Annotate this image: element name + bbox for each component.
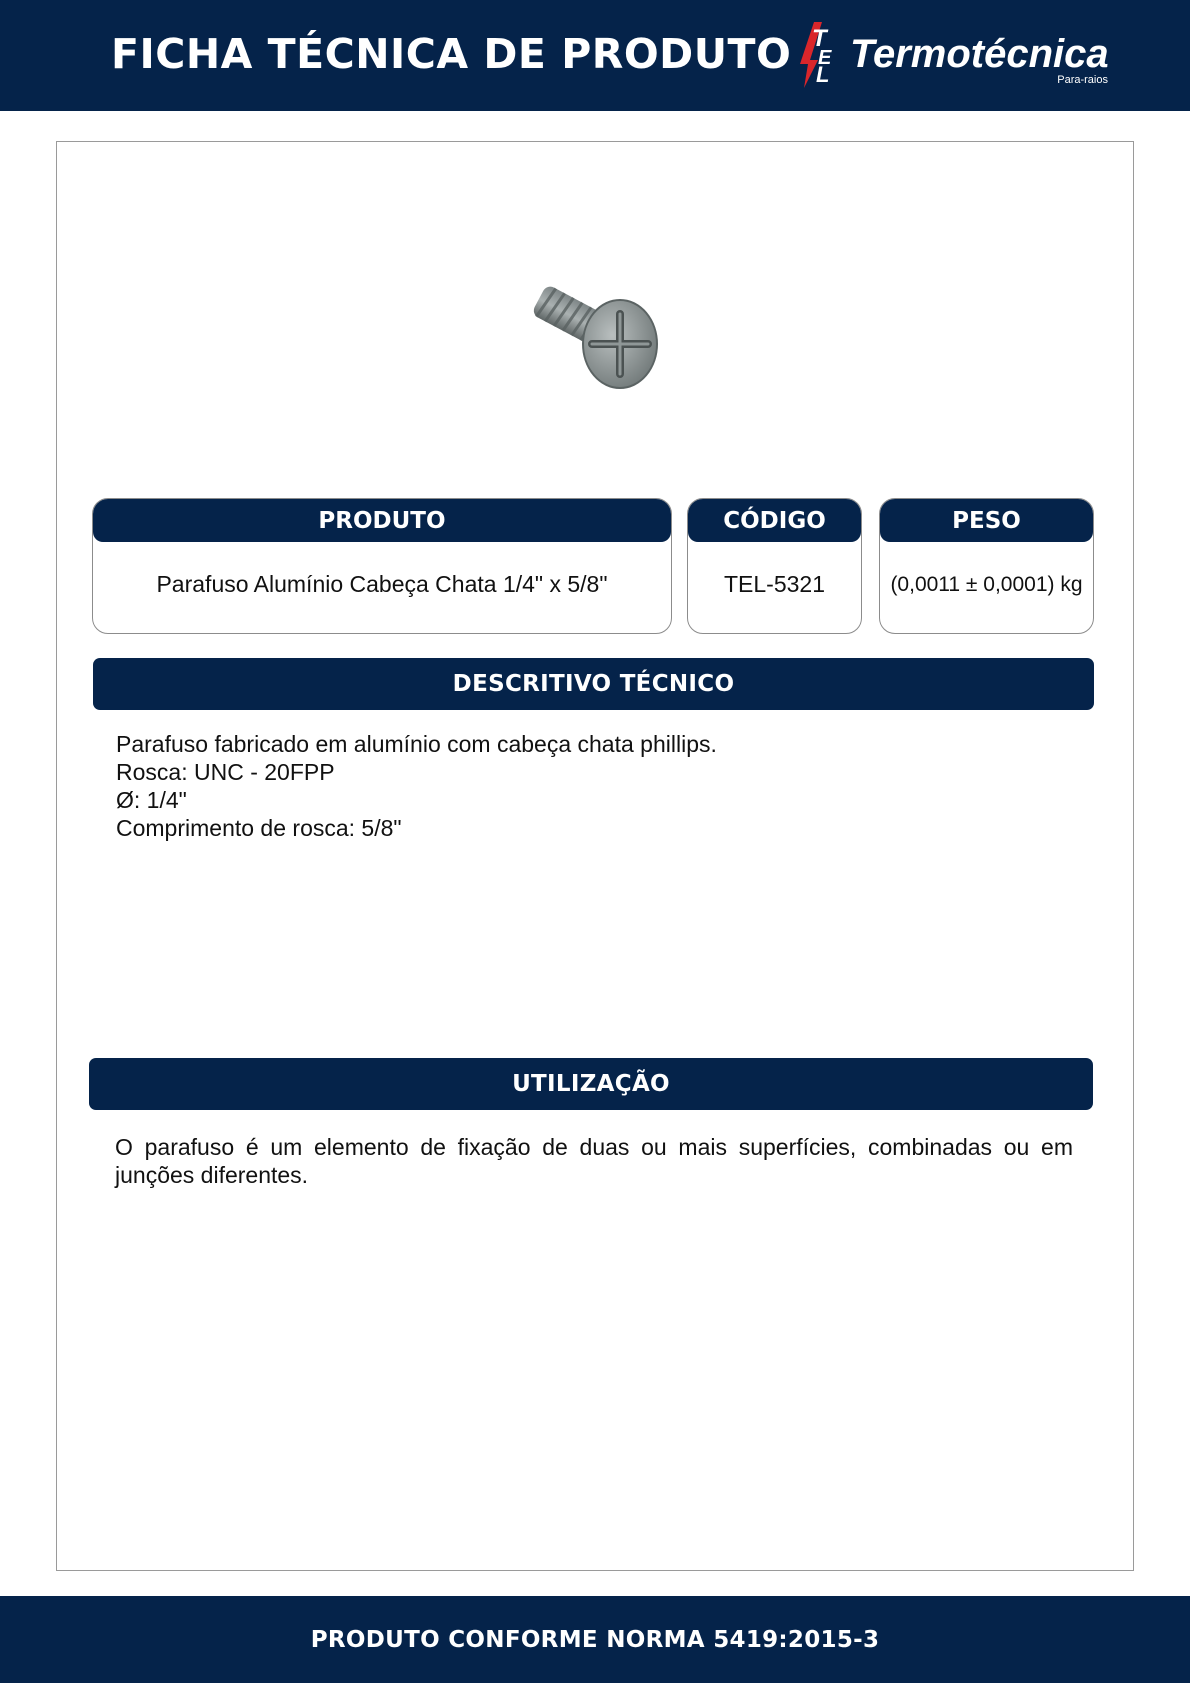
product-name-card <box>92 498 672 634</box>
product-name-value: Parafuso Alumínio Cabeça Chata 1/4" x 5/8" <box>156 571 608 597</box>
description-line: Rosca: UNC - 20FPP <box>116 759 335 785</box>
svg-text:L: L <box>816 62 830 87</box>
brand-tagline: Para-raios <box>1057 74 1108 86</box>
description-line: Ø: 1/4" <box>116 787 187 813</box>
svg-text:T: T <box>812 25 827 52</box>
usage-text: O parafuso é um elemento de fixação de duas ou mais superfícies, combinadas ou em junções diferentes. <box>115 1134 1073 1188</box>
description-line: Comprimento de rosca: 5/8" <box>116 815 402 841</box>
product-weight-value: (0,0011 ± 0,0001) kg <box>890 572 1083 596</box>
product-weight-label: PESO <box>880 499 1093 542</box>
brand-logo <box>800 20 1120 92</box>
usage-heading: UTILIZAÇÃO <box>89 1058 1093 1110</box>
page-header <box>0 0 1190 111</box>
product-code-label: CÓDIGO <box>688 499 861 542</box>
product-weight-card <box>879 498 1094 634</box>
product-name-label: PRODUTO <box>93 499 671 542</box>
technical-description-heading: DESCRITIVO TÉCNICO <box>93 658 1094 710</box>
page-footer <box>0 1596 1190 1683</box>
screw-icon <box>520 262 670 402</box>
tel-lightning-logo-icon <box>800 20 850 90</box>
compliance-note: PRODUTO CONFORME NORMA 5419:2015-3 <box>310 1626 880 1653</box>
description-line: Parafuso fabricado em alumínio com cabeça chata phillips. <box>116 731 717 757</box>
brand-name: Termotécnica <box>850 32 1109 76</box>
product-code-value: TEL-5321 <box>723 571 825 597</box>
page-title: FICHA TÉCNICA DE PRODUTO <box>111 30 792 78</box>
product-code-card <box>687 498 862 634</box>
svg-text:E: E <box>818 47 832 69</box>
technical-description <box>116 730 717 842</box>
